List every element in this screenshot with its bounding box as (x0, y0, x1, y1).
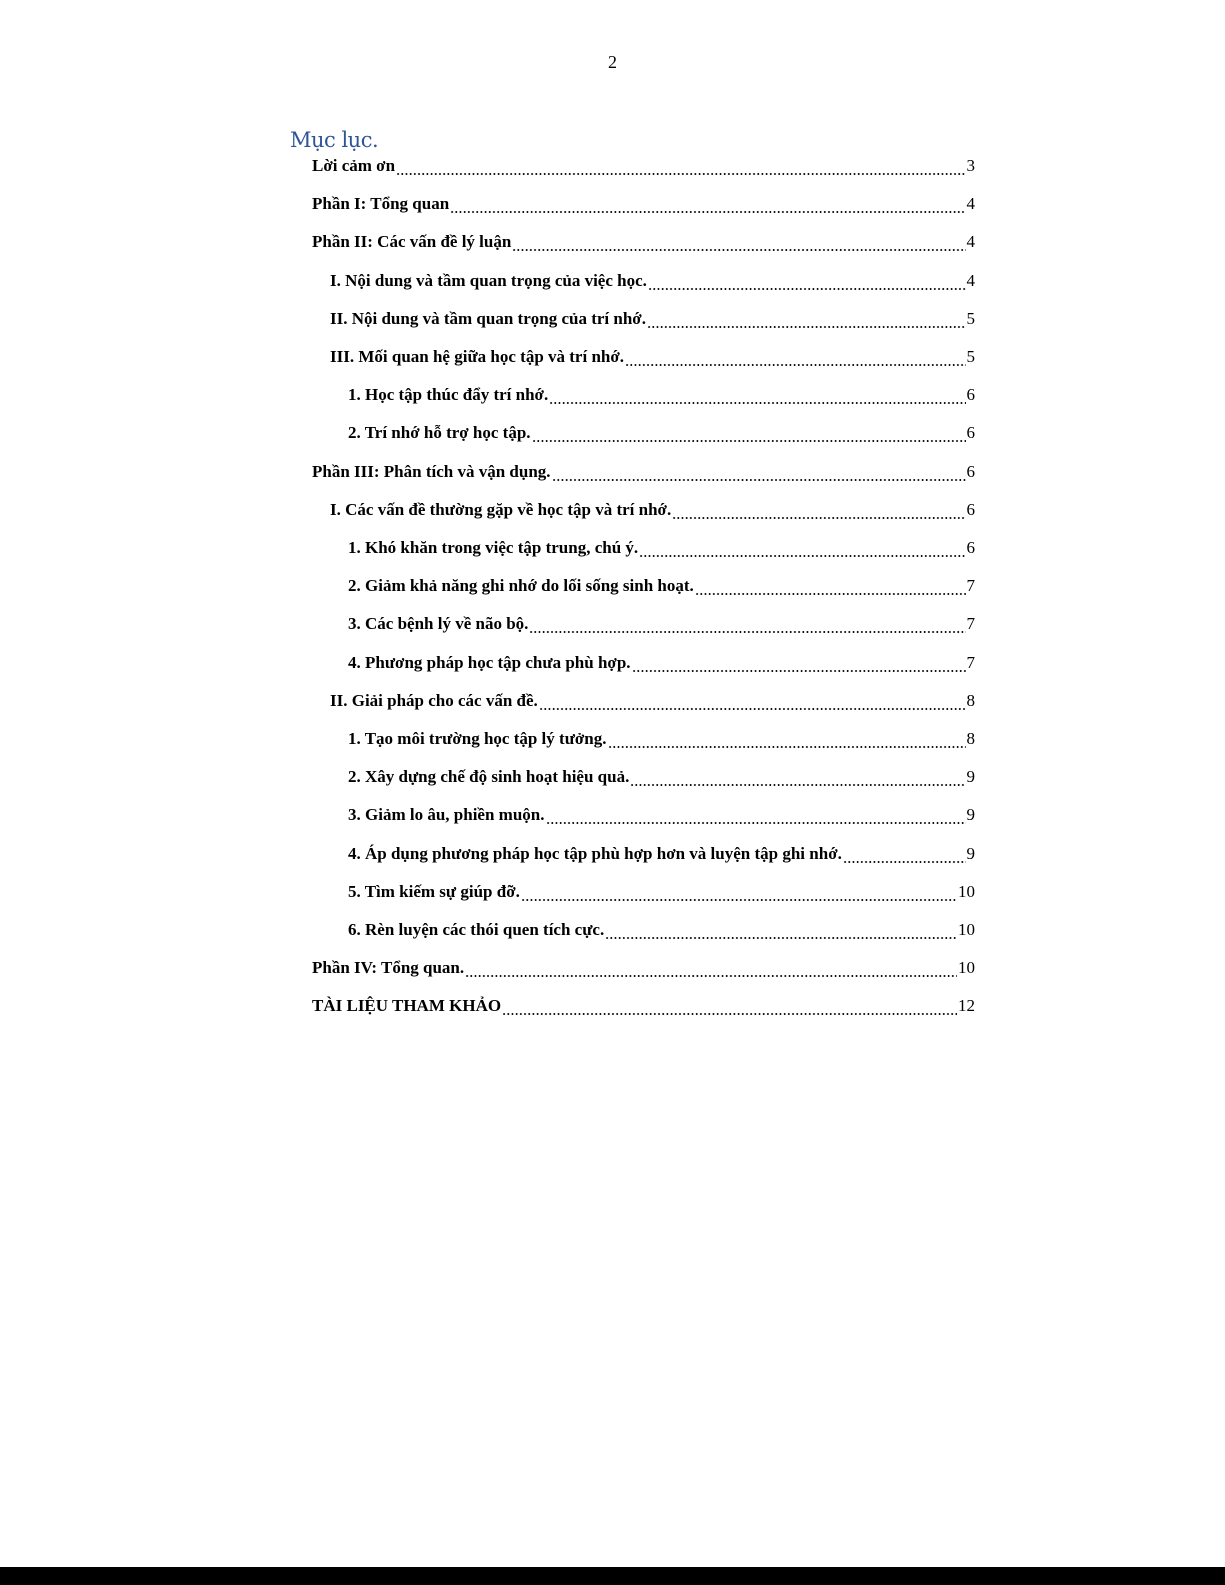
toc-entry[interactable] (0, 536, 975, 560)
dot-leader (465, 956, 957, 980)
toc-entry[interactable] (0, 994, 975, 1018)
dot-leader (648, 269, 966, 293)
toc-entry-title: 3. Các bệnh lý về não bộ. (348, 614, 529, 634)
toc-entry-page: 9 (966, 843, 975, 863)
toc-entry[interactable] (0, 803, 975, 827)
toc-entry-title: III. Mối quan hệ giữa học tập và trí nhớ. (330, 347, 625, 366)
dot-leader (552, 460, 966, 484)
toc-entry-title: 1. Tạo môi trường học tập lý tưởng. (348, 729, 607, 748)
toc-entry-page: 5 (966, 308, 975, 328)
toc-entry-page: 9 (966, 767, 975, 787)
toc-entry-title: 4. Áp dụng phương pháp học tập phù hợp hơn và luyện tập ghi nhớ. (348, 843, 842, 863)
toc-entry-page: 10 (958, 920, 975, 939)
toc-entry[interactable] (0, 918, 975, 942)
dot-leader (672, 498, 965, 522)
toc-entry-page: 5 (966, 347, 975, 366)
toc-entry-page: 4 (966, 194, 975, 214)
toc-entry-title: 4. Phương pháp học tập chưa phù hợp. (348, 652, 631, 672)
toc-entry-title: TÀI LIỆU THAM KHẢO (312, 996, 502, 1016)
toc-entry[interactable] (0, 307, 975, 331)
dot-leader (529, 612, 965, 636)
dot-leader (639, 536, 965, 560)
dot-leader (539, 689, 966, 713)
toc-entry-title: Phần III: Phân tích và vận dụng. (312, 461, 551, 481)
toc-entry[interactable] (0, 154, 975, 178)
toc-entry-title: 2. Trí nhớ hỗ trợ học tập. (348, 423, 531, 443)
toc-entry-title: Lời cảm ơn (312, 156, 396, 175)
dot-leader (502, 994, 957, 1018)
toc-entry-page: 8 (966, 690, 975, 710)
toc-entry-page: 10 (958, 958, 975, 978)
dot-leader (630, 765, 965, 789)
toc-entry[interactable] (0, 192, 975, 216)
dot-leader (521, 880, 957, 904)
toc-entry-page: 6 (966, 499, 975, 519)
toc-entry-page: 8 (966, 729, 975, 748)
toc-entry[interactable] (0, 651, 975, 675)
toc-entry-page: 7 (966, 652, 975, 672)
toc-entry-title: II. Giải pháp cho các vấn đề. (330, 690, 538, 710)
toc-entry[interactable] (0, 498, 975, 522)
toc-entry-title: 3. Giảm lo âu, phiền muộn. (348, 805, 545, 825)
toc-entry[interactable] (0, 956, 975, 980)
dot-leader (625, 345, 965, 369)
toc-entry-page: 6 (966, 538, 975, 557)
page-number: 2 (608, 52, 617, 72)
dot-leader (647, 307, 966, 331)
toc-entry[interactable] (0, 460, 975, 484)
toc-entry[interactable] (0, 727, 975, 751)
dot-leader (532, 421, 966, 445)
toc-entry[interactable] (0, 269, 975, 293)
dot-leader (512, 230, 965, 254)
dot-leader (608, 727, 966, 751)
toc-entry-title: 2. Xây dựng chế độ sinh hoạt hiệu quả. (348, 767, 630, 787)
dot-leader (632, 651, 966, 675)
toc-entry-title: 5. Tìm kiếm sự giúp đỡ. (348, 881, 520, 901)
toc-entry[interactable] (0, 345, 975, 369)
toc-entry-page: 6 (966, 423, 975, 443)
toc-entry[interactable] (0, 230, 975, 254)
toc-entry-title: 1. Khó khăn trong việc tập trung, chú ý. (348, 538, 639, 557)
toc-entry[interactable] (0, 383, 975, 407)
toc-heading: Mục lục. (290, 128, 379, 152)
toc-entry[interactable] (0, 574, 975, 598)
toc-entry-title: 1. Học tập thúc đẩy trí nhớ. (348, 385, 549, 405)
toc-entry-title: Phần I: Tổng quan (312, 194, 450, 214)
toc-entry-page: 6 (966, 461, 975, 481)
dot-leader (549, 383, 965, 407)
toc-entry-page: 9 (966, 805, 975, 825)
dot-leader (396, 154, 965, 178)
toc-entry[interactable] (0, 765, 975, 789)
toc-entry-page: 6 (966, 385, 975, 405)
toc-entry-page: 7 (966, 614, 975, 634)
toc-entry-page: 4 (966, 232, 975, 252)
toc-entry-title: I. Các vấn đề thường gặp về học tập và trí nhớ. (330, 499, 672, 519)
toc-entry-title: Phần II: Các vấn đề lý luận (312, 232, 512, 252)
toc-entry[interactable] (0, 842, 975, 866)
toc-entry-title: 2. Giảm khả năng ghi nhớ do lối sống sinh hoạt. (348, 576, 694, 596)
toc-entry-title: II. Nội dung và tầm quan trọng của trí nhớ. (330, 308, 646, 328)
toc-entry-page: 12 (958, 996, 975, 1016)
toc-entry-title: Phần IV: Tổng quan. (312, 958, 465, 978)
dot-leader (605, 918, 957, 942)
bottom-border (0, 1567, 1225, 1585)
dot-leader (546, 803, 966, 827)
toc-entry-page: 3 (966, 156, 975, 175)
toc-entry-title: 6. Rèn luyện các thói quen tích cực. (348, 920, 605, 939)
toc-entry[interactable] (0, 880, 975, 904)
dot-leader (843, 842, 966, 866)
toc-entry-page: 7 (966, 576, 975, 596)
toc-entry[interactable] (0, 612, 975, 636)
dot-leader (450, 192, 965, 216)
toc-entry[interactable] (0, 421, 975, 445)
toc-entry-title: I. Nội dung và tầm quan trọng của việc học. (330, 270, 647, 290)
toc-entry-page: 4 (966, 270, 975, 290)
toc-entry-page: 10 (958, 881, 975, 901)
dot-leader (695, 574, 966, 598)
toc-entry[interactable] (0, 689, 975, 713)
